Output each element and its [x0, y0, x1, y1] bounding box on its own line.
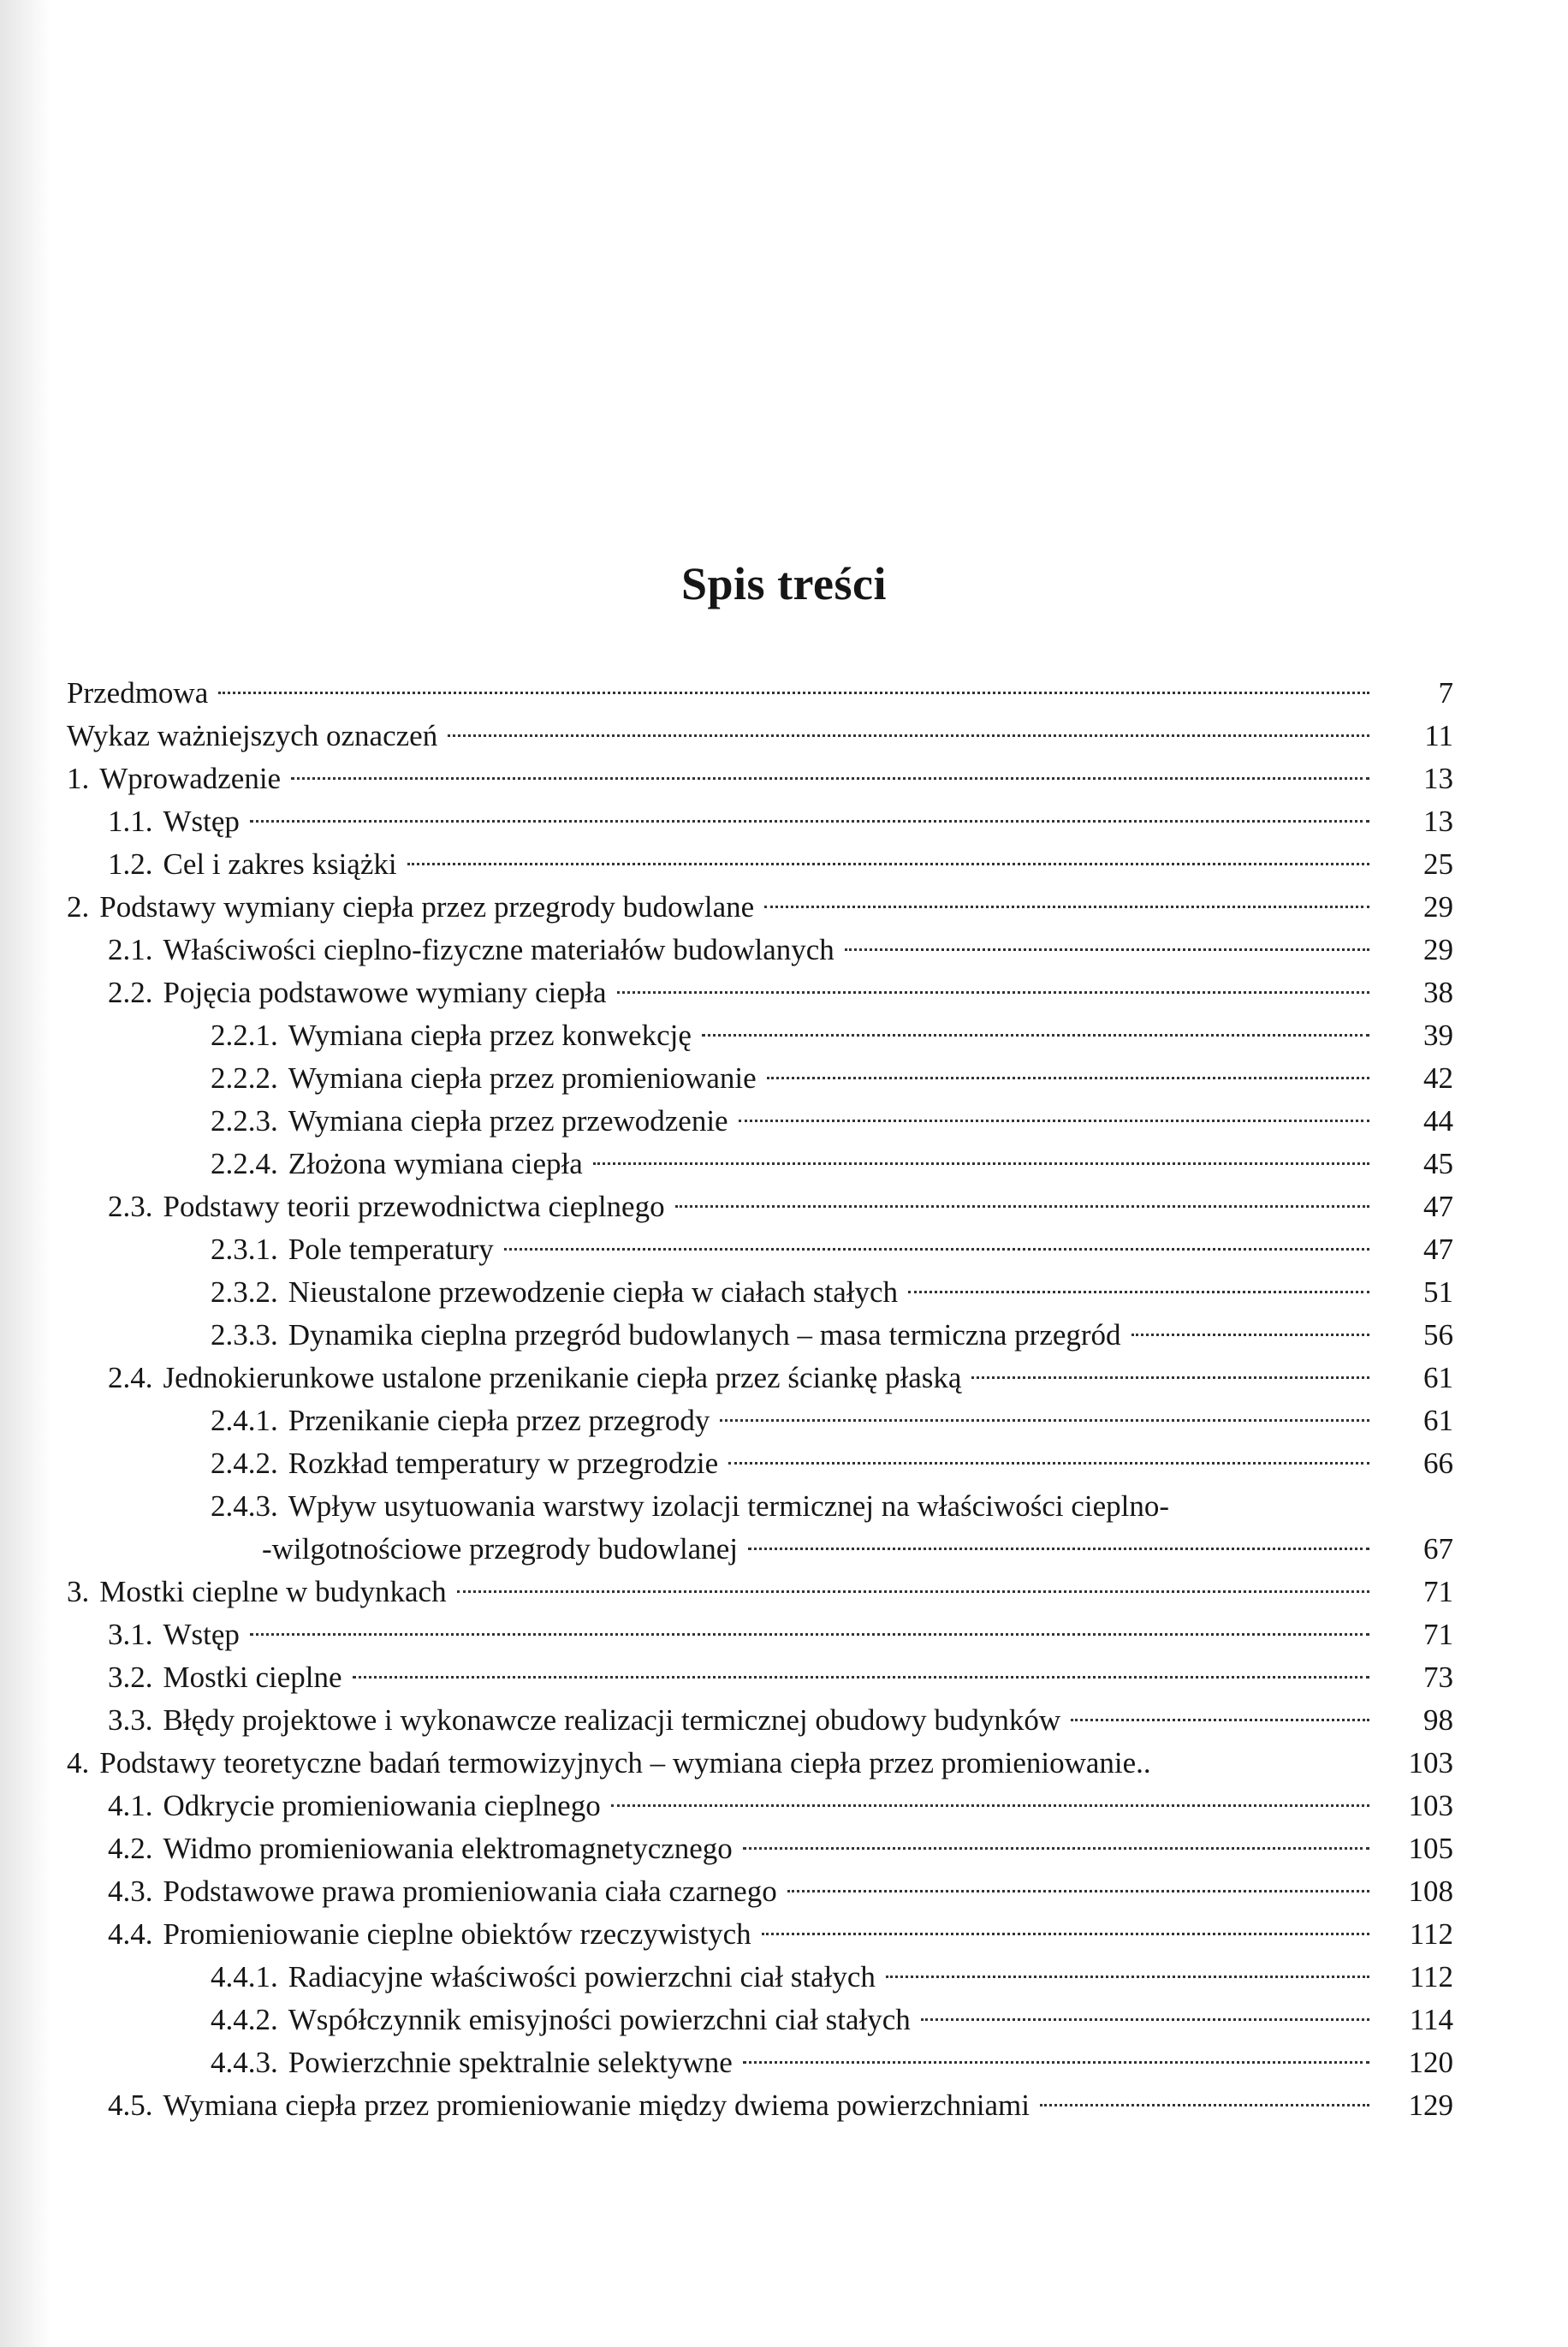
toc-entry-number: 2.4.3.	[211, 1489, 278, 1523]
toc-entry-number: 2.3.1.	[211, 1233, 278, 1266]
toc-entry-title: Powierzchnie spektralnie selektywne	[288, 2046, 733, 2079]
toc-entry-page: 13	[1423, 805, 1453, 838]
toc-entry-title: Wstęp	[163, 805, 240, 838]
toc-entry-page: 61	[1423, 1404, 1453, 1437]
toc-entry-title: Radiacyjne właściwości powierzchni ciał stałych	[288, 1960, 876, 1993]
toc-entry-page: 25	[1423, 847, 1453, 881]
dot-leader	[720, 1419, 1369, 1422]
dot-leader	[448, 734, 1369, 737]
toc-entry[interactable]	[67, 2084, 1453, 2127]
toc-entry-number: 4.3.	[108, 1875, 153, 1908]
toc-entry[interactable]	[67, 1314, 1453, 1357]
toc-entry-number: 4.4.2.	[211, 2003, 278, 2036]
toc-entry-page: 103	[1408, 1789, 1453, 1822]
toc-entry-number: 2.	[67, 890, 90, 924]
toc-entry-page: 44	[1423, 1104, 1453, 1138]
toc-entry-page: 29	[1423, 890, 1453, 924]
toc-entry-page: 71	[1423, 1575, 1453, 1608]
dot-leader	[593, 1162, 1369, 1165]
toc-entry-title: Nieustalone przewodzenie ciepła w ciałach stałych	[288, 1275, 899, 1309]
toc-entry-number: 3.2.	[108, 1661, 153, 1694]
toc-entry-title: Promieniowanie cieplne obiektów rzeczywistych	[163, 1917, 751, 1951]
toc-entry[interactable]	[67, 1014, 1453, 1057]
dot-leader	[908, 1291, 1369, 1293]
toc-entry-page: 51	[1423, 1275, 1453, 1309]
toc-entry-number: 2.3.	[108, 1190, 153, 1223]
toc-entry-page: 56	[1423, 1318, 1453, 1352]
dot-leader	[407, 863, 1369, 865]
toc-entry-page: 112	[1409, 1960, 1453, 1993]
toc-entry[interactable]	[67, 1357, 1453, 1399]
toc-entry-number: 2.2.4.	[211, 1147, 278, 1180]
toc-entry-number: 2.3.3.	[211, 1318, 278, 1352]
dot-leader	[762, 1933, 1369, 1935]
toc-entry[interactable]	[67, 1956, 1453, 1999]
toc-entry[interactable]	[67, 1442, 1453, 1485]
toc-entry-page: 108	[1408, 1875, 1453, 1908]
toc-entry-number: 3.1.	[108, 1618, 153, 1651]
toc-entry-page: 61	[1423, 1361, 1453, 1394]
toc-entry[interactable]	[67, 1185, 1453, 1228]
toc-entry[interactable]	[67, 800, 1453, 843]
toc-entry-number: 2.2.2.	[211, 1061, 278, 1095]
toc-entry-number: 3.	[67, 1575, 90, 1608]
toc-entry-number: 4.4.	[108, 1917, 153, 1951]
toc-entry[interactable]	[67, 971, 1453, 1014]
toc-entry-number: 4.1.	[108, 1789, 153, 1822]
toc-entry-title: Mostki cieplne w budynkach	[99, 1575, 447, 1608]
dot-leader	[1040, 2104, 1369, 2106]
toc-entry-title: Dynamika cieplna przegród budowlanych – masa termiczna przegród	[288, 1318, 1121, 1352]
toc-entry[interactable]	[67, 1999, 1453, 2041]
toc-entry[interactable]	[67, 1571, 1453, 1613]
toc-entry-page: 38	[1423, 976, 1453, 1009]
dot-leader	[886, 1976, 1369, 1978]
toc-entry-number: 4.4.1.	[211, 1960, 278, 1993]
toc-entry-title: Przenikanie ciepła przez przegrody	[288, 1404, 710, 1437]
toc-entry-title: Wstęp	[163, 1618, 240, 1651]
scan-edge-shadow	[0, 0, 51, 2347]
toc-entry-title: Współczynnik emisyjności powierzchni ciał stałych	[288, 2003, 911, 2036]
dot-leader	[675, 1205, 1369, 1208]
dot-leader	[728, 1462, 1369, 1465]
toc-entry[interactable]	[67, 1656, 1453, 1699]
toc-entry-title: Podstawy wymiany ciepła przez przegrody budowlane	[99, 890, 755, 924]
toc-entry-page: 45	[1423, 1147, 1453, 1180]
toc-entry-page: 112	[1409, 1917, 1453, 1951]
toc-entry[interactable]	[67, 715, 1453, 758]
dot-leader	[743, 2061, 1369, 2064]
toc-entry-title: Wymiana ciepła przez przewodzenie	[288, 1104, 728, 1138]
toc-entry-page: 42	[1423, 1061, 1453, 1095]
toc-entry-number: 2.3.2.	[211, 1275, 278, 1309]
toc-entry[interactable]	[67, 1613, 1453, 1656]
dot-leader	[787, 1890, 1369, 1892]
dot-leader	[739, 1120, 1369, 1122]
dot-leader	[702, 1034, 1369, 1037]
toc-entry-title: Rozkład temperatury w przegrodzie	[288, 1447, 719, 1480]
toc-entry-title: Wprowadzenie	[99, 762, 282, 795]
dot-leader	[218, 692, 1369, 694]
dot-leader	[845, 948, 1369, 951]
toc-entry-page: 105	[1408, 1832, 1453, 1865]
page-title: Spis treści	[680, 558, 887, 610]
toc-entry-page: 47	[1423, 1190, 1453, 1223]
toc-entry[interactable]	[67, 1271, 1453, 1314]
toc-entry[interactable]	[67, 672, 1453, 715]
dot-leader	[617, 991, 1369, 994]
toc-entry-title: Pojęcia podstawowe wymiany ciepła	[163, 976, 607, 1009]
dot-leader	[1155, 1762, 1369, 1764]
dot-leader	[767, 1077, 1369, 1079]
toc-entry-title: Wymiana ciepła przez promieniowanie	[288, 1061, 757, 1095]
dot-leader	[504, 1248, 1369, 1251]
toc-entry-number: 2.4.	[108, 1361, 153, 1394]
toc-entry-number: 4.4.3.	[211, 2046, 278, 2079]
toc-entry-title: Wymiana ciepła przez promieniowanie między dwiema powierzchniami	[163, 2089, 1030, 2122]
toc-entry-title: Pole temperatury	[288, 1233, 494, 1266]
toc-entry-number: 1.	[67, 762, 90, 795]
toc-entry[interactable]	[67, 843, 1453, 886]
dot-leader	[921, 2018, 1369, 2021]
toc-entry-page: 73	[1423, 1661, 1453, 1694]
toc-entry-page: 114	[1409, 2003, 1453, 2036]
toc-entry[interactable]	[67, 886, 1453, 929]
toc-entry[interactable]	[67, 1785, 1453, 1827]
toc-entry-page: 13	[1423, 762, 1453, 795]
toc-entry-number: 2.1.	[108, 933, 153, 966]
table-of-contents	[67, 672, 1453, 2127]
toc-entry-page: 103	[1408, 1746, 1453, 1780]
dot-leader	[291, 777, 1369, 780]
dot-leader	[971, 1376, 1369, 1379]
toc-entry[interactable]	[67, 1228, 1453, 1271]
toc-entry[interactable]	[67, 1057, 1453, 1100]
toc-entry-number: 3.3.	[108, 1703, 153, 1737]
toc-entry-title: Podstawy teoretyczne badań termowizyjnych – wymiana ciepła przez promieniowanie..	[99, 1746, 1151, 1780]
toc-entry-title: Wpływ usytuowania warstwy izolacji termicznej na właściwości cieplno-	[288, 1489, 1170, 1523]
toc-entry-page: 7	[1438, 676, 1453, 710]
dot-leader	[353, 1676, 1370, 1679]
toc-entry-title-continued: -wilgotnościowe przegrody budowlanej	[262, 1532, 738, 1566]
toc-entry[interactable]	[67, 758, 1453, 800]
toc-entry-number: 2.2.3.	[211, 1104, 278, 1138]
toc-entry[interactable]	[67, 1742, 1453, 1785]
dot-leader	[748, 1548, 1369, 1550]
toc-entry-title: Widmo promieniowania elektromagnetycznego	[163, 1832, 733, 1865]
toc-entry-title: Przedmowa	[67, 676, 209, 710]
dot-leader	[250, 1633, 1369, 1636]
toc-entry[interactable]	[67, 929, 1453, 971]
dot-leader	[743, 1847, 1369, 1850]
toc-entry-number: 2.4.1.	[211, 1404, 278, 1437]
toc-entry-page: 47	[1423, 1233, 1453, 1266]
toc-entry-page: 98	[1423, 1703, 1453, 1737]
toc-entry[interactable]	[67, 1100, 1453, 1143]
toc-entry-title: Podstawy teorii przewodnictwa cieplnego	[163, 1190, 665, 1223]
toc-entry-title: Cel i zakres książki	[163, 847, 397, 881]
toc-entry-title: Podstawowe prawa promieniowania ciała czarnego	[163, 1875, 777, 1908]
toc-entry-page: 129	[1408, 2089, 1453, 2122]
dot-leader	[764, 906, 1369, 908]
toc-entry[interactable]	[67, 1143, 1453, 1185]
dot-leader	[611, 1804, 1369, 1807]
toc-entry-page: 71	[1423, 1618, 1453, 1651]
toc-entry[interactable]	[67, 1827, 1453, 1870]
toc-entry-page: 67	[1423, 1532, 1453, 1566]
toc-entry-page: 66	[1423, 1447, 1453, 1480]
toc-entry-title: Właściwości cieplno-fizyczne materiałów budowlanych	[163, 933, 834, 966]
toc-entry-page: 39	[1423, 1019, 1453, 1052]
dot-leader	[250, 820, 1369, 823]
toc-entry-number: 2.2.1.	[211, 1019, 278, 1052]
dot-leader	[1071, 1719, 1369, 1721]
dot-leader	[1131, 1334, 1369, 1336]
toc-entry-title: Mostki cieplne	[163, 1661, 342, 1694]
toc-entry-page: 29	[1423, 933, 1453, 966]
toc-entry-number: 1.2.	[108, 847, 153, 881]
toc-entry-title: Odkrycie promieniowania cieplnego	[163, 1789, 601, 1822]
toc-entry-number: 2.2.	[108, 976, 153, 1009]
toc-entry[interactable]	[67, 1913, 1453, 1956]
dot-leader	[457, 1590, 1369, 1593]
toc-entry-title: Jednokierunkowe ustalone przenikanie ciepła przez ściankę płaską	[163, 1361, 962, 1394]
toc-entry-number: 1.1.	[108, 805, 153, 838]
toc-entry-page: 120	[1408, 2046, 1453, 2079]
toc-entry-number: 2.4.2.	[211, 1447, 278, 1480]
toc-entry[interactable]	[67, 2041, 1453, 2084]
toc-entry-number: 4.	[67, 1746, 90, 1780]
toc-entry[interactable]	[67, 1870, 1453, 1913]
toc-entry-number: 4.2.	[108, 1832, 153, 1865]
toc-entry-page: 11	[1424, 719, 1453, 752]
toc-entry[interactable]	[67, 1699, 1453, 1742]
toc-entry-title: Błędy projektowe i wykonawcze realizacji termicznej obudowy budynków	[163, 1703, 1061, 1737]
toc-entry[interactable]	[67, 1485, 1453, 1571]
toc-entry-title: Wymiana ciepła przez konwekcję	[288, 1019, 692, 1052]
toc-entry-number: 4.5.	[108, 2089, 153, 2122]
toc-entry-title: Złożona wymiana ciepła	[288, 1147, 583, 1180]
toc-entry[interactable]	[67, 1399, 1453, 1442]
toc-entry-title: Wykaz ważniejszych oznaczeń	[67, 719, 438, 752]
